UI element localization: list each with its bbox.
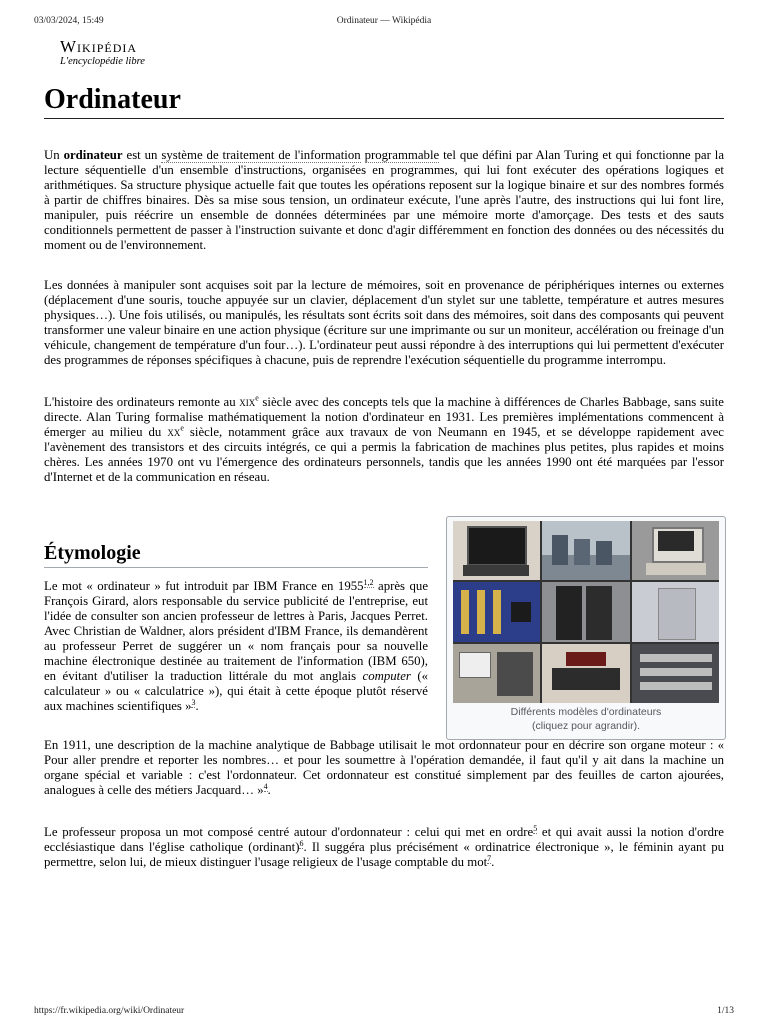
collage-photo-server-racks — [542, 582, 629, 641]
computers-collage[interactable] — [453, 521, 719, 703]
intro-paragraph-2: Les données à manipuler sont acquises soit par la lecture de mémoires, soit en provenance de périphériques internes ou externes (déplacement d'une souris, touche appuyée sur un clavier, déplacement d'un stylet sur une tablette, température et autres mesures physiques…). Une fois utilisés, ou manipulés, les résultats sont écrits soit dans des mémoires, soit dans des composants qui peuvent transformer une valeur binaire en une action physique (écriture sur une imprimante ou sur un moniteur, accélération ou freinage d'un véhicule, changement de température d'un four…). L'ordinateur peut aussi répondre à des interruptions qui lui permettent d'exécuter des programmes de réponses spécifiques à chacune, puis de reprendre l'exécution séquentielle du programme interrompu. — [44, 278, 724, 367]
computers-figure[interactable] — [446, 516, 726, 740]
collage-photo-calculator-keyboard — [542, 644, 629, 703]
figure-caption-line-2: (cliquez pour agrandir). — [532, 720, 640, 732]
collage-photo-rack-mounted — [632, 644, 719, 703]
etymologie-paragraph-3: Le professeur proposa un mot composé centré autour d'ordonnateur : celui qui met en ordre$^5$ et qui avait aussi la notion d'ordre ecclésiastique dans l'église catholique (ordinant)$^6$. Il suggéra plus précisément « ordinatrice électronique », le féminin ayant pu permettre, selon lui, de mieux distinguer l'usage religieux de l'usage comptable du mot$^7$. — [44, 823, 724, 869]
citation-ref[interactable]: 4 — [263, 781, 268, 791]
intro-paragraph-3: L'histoire des ordinateurs remonte au xix$^e$ siècle avec des concepts tels que la machine à différences de Charles Babbage, sans suite directe. Alan Turing formalise mathématiquement la notion d'ordinateur en 1931. Les premières implémentations commencent à émerger au milieu du $xx^e$ siècle, notamment grâce aux travaux de von Neumann en 1945, et se développe rapidement avec l'avènement des transistors et des circuits intégrés, ce qui a permis la fabrication de machines plus petites, plus rapides et moins chères. Les années 1970 ont vu l'émergence des ordinateurs personnels, tandis que les années 1990 ont été marquées par l'essor d'Internet et de la communication en réseau. — [44, 393, 724, 484]
print-url: https://fr.wikipedia.org/wiki/Ordinateur — [34, 1006, 185, 1016]
citation-ref[interactable]: 5 — [533, 823, 538, 833]
logo-wordmark: Wikipédia — [60, 37, 138, 56]
collage-photo-tower-pc — [632, 582, 719, 641]
collage-photo-laptop — [453, 521, 540, 580]
logo-tagline: L'encyclopédie libre — [60, 56, 145, 67]
wikipedia-logo[interactable] — [60, 38, 145, 68]
link-programmable[interactable]: programmable — [364, 148, 440, 162]
citation-ref[interactable]: 6 — [299, 838, 304, 848]
section-heading-etymologie: Étymologie — [44, 541, 428, 568]
figure-caption — [447, 705, 725, 733]
page-title: Ordinateur — [44, 84, 724, 119]
etymologie-paragraph-2: En 1911, une description de la machine analytique de Babbage utilisait le mot ordonnateur pour en décrire son organe moteur : « Pour aller prendre et reporter les nombres… et pour les soumettre à l'opération demandée, il faut qu'il y ait dans la machine un organe spécial et variable : c'est l'ordonnateur. Cet ordonnateur est constitué simplement par des feuilles de carton ajourées, analogues à celle des métiers Jacquard… »$^4$. — [44, 738, 724, 797]
collage-photo-circuit-board — [453, 582, 540, 641]
citation-ref[interactable]: 1,2 — [363, 577, 374, 587]
collage-photo-lab-equipment — [453, 644, 540, 703]
intro-paragraph-1: Un ordinateur est un système de traitement de l'information programmable tel que défini par Alan Turing et qui fonctionne par la lecture séquentielle d'un ensemble d'instructions, organisées en programmes, qui lui font exécuter des opérations logiques et arithmétiques. Sa structure physique actuelle fait que toutes les opérations reposent sur la logique binaire et sur des nombres formés à partir de chiffres binaires. Dès sa mise sous tension, un ordinateur exécute, l'une après l'autre, des instructions qui lui font lire, manipuler, puis réécrire un ensemble de données déterminées par une mémoire morte d'amorçage. Des tests et des sauts conditionnels permettent de passer à l'instruction suivante et donc d'agir différemment en fonction des données ou des nécessités du moment ou de l'environnement. — [44, 148, 725, 252]
print-datetime: 03/03/2024, 15:49 — [34, 16, 104, 26]
link-systeme-traitement[interactable]: système de traitement de l'information — [161, 148, 361, 162]
print-page-number: 1/13 — [717, 1006, 734, 1016]
etymologie-paragraph-1: Le mot « ordinateur » fut introduit par IBM France en 1955$^{1,2}$ après que François Girard, alors responsable du service publicité de l'entreprise, eut l'idée de consulter son ancien professeur de lettres à Paris, Jacques Perret. Avec Christian de Waldner, alors président d'IBM France, ils demandèrent au professeur Perret de suggérer un « nom français pour sa nouvelle machine électronique destinée au traitement de l'information (IBM 650), en évitant d'utiliser la traduction littérale du mot anglais computer (« calculateur » ou « calculatrice »), qui était à cette époque plutôt réservé aux machines scientifiques »$^3$. — [44, 577, 429, 713]
collage-photo-supercomputer-room — [542, 521, 629, 580]
print-title: Ordinateur — Wikipédia — [336, 16, 432, 26]
collage-photo-vintage-terminal — [632, 521, 719, 580]
citation-ref[interactable]: 7 — [487, 853, 492, 863]
figure-caption-line-1: Différents modèles d'ordinateurs — [510, 706, 662, 718]
citation-ref[interactable]: 3 — [191, 697, 196, 707]
